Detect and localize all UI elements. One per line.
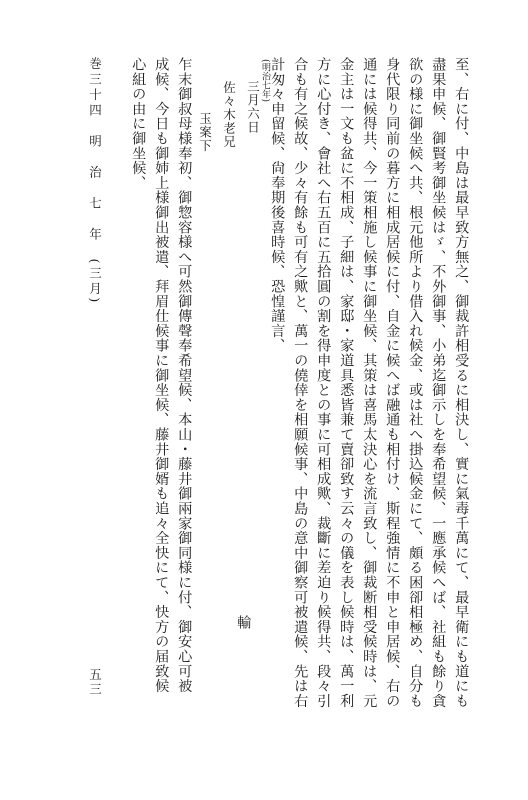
running-header: 巻三十四 明 治 七 年 (三月) xyxy=(87,57,103,306)
body-line-5: 通には候得共、今一策相施し候事に御坐候、其策は喜馬太決心を流言致し、御裁断相受候時は、元 xyxy=(361,57,378,709)
body-line-2: 盡果申候、御賢考御坐候はゞ、不外御事、小弟迄御示しを奉希望候、一應承候へば、社組も餘り貪 xyxy=(430,57,447,709)
postscript-line-3: 心組の由に御坐候、 xyxy=(130,57,147,191)
date-note: (明治七年) xyxy=(260,59,270,103)
body-line-7: 方に心付き、會社へ右五百に五拾圓の割を得申度との事に可相成歟、裁斷に差迫り候得共、段々引 xyxy=(315,57,332,709)
body-line-6: 金主は一文も盆に不相成、子細は、家邸・家道具悉皆兼て賣卻致す云々の儀を表し候時は、萬一利 xyxy=(338,57,355,709)
body-line-8: 合も有之候故、少々有餘も可有之歟と、萬一の僥倖を相願候事、中島の意中御察可被遣候、先は右 xyxy=(292,57,309,709)
body-line-1: 至、右に付、中島は最早致方無之、御裁許相受るに相決し、實に氣毒千萬にて、最早衛にも道にも xyxy=(453,57,470,709)
signature: 輸 xyxy=(235,615,252,630)
body-line-3: 欲の様に御坐候へ共、根元他所より借入れ候金、或は社へ掛込候金にて、頗る困卻相極め、自分も xyxy=(407,57,424,709)
addressee: 佐々木老兄 xyxy=(221,81,237,149)
postscript-line-1: 乍末御叔母様奉初、御惣容様へ可然御傳聲奉希望候、本山・藤井御兩家御同様に付、御安心可被 xyxy=(176,57,193,694)
page-number: 五三 xyxy=(87,668,103,697)
letter-date: 三月六日 xyxy=(245,80,261,134)
postscript-line-2: 成候、今日も御姉上様御出被遣、拜眉仕候事に御坐候、藤井御婿も追々全快にて、快方の届致候 xyxy=(153,57,170,694)
honorific: 玉案下 xyxy=(197,112,213,153)
body-line-4: 身代限り同前の暮方に相成居候に付、自金に候へば融通も相付け、斯程強情に不申と申居候、右の xyxy=(384,57,401,709)
closing-line: 計匆々申留候、尙奉期後喜時候、恐惶謹言、 xyxy=(269,57,286,353)
